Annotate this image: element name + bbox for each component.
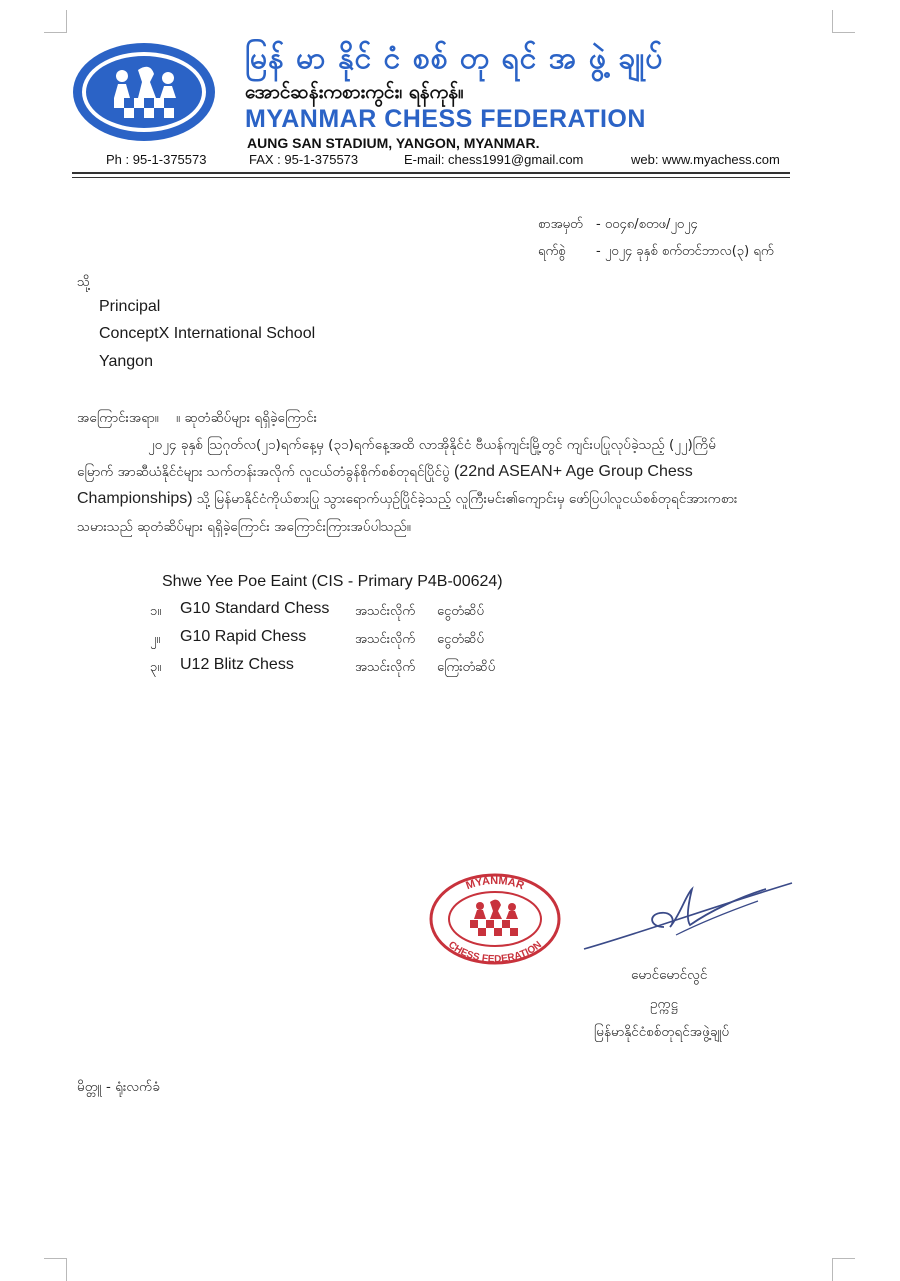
award-event: G10 Rapid Chess: [180, 628, 307, 645]
award-number: ၂။: [150, 632, 161, 647]
award-medal: ငွေတံဆိပ်: [437, 632, 484, 647]
federation-address-myanmar: အောင်ဆန်းကစားကွင်း၊ ရန်ကုန်။: [245, 81, 464, 103]
award-event: U12 Blitz Chess: [180, 656, 294, 673]
award-category: အသင်းလိုက်: [355, 660, 415, 675]
subject-text: ။ ဆုတံဆိပ်များ ရရှိခဲ့ကြောင်း: [176, 410, 318, 426]
award-category: အသင်းလိုက်: [355, 604, 415, 619]
body-line-3: [77, 490, 737, 510]
body-line-1: ၂၀၂၄ ခုနှစ် ဩဂုတ်လ(၂၁)ရက်နေ့မှ (၃၁)ရက်နေ့အထိ လာအိုနိုင်ငံ ဗီယန်ကျင်းမြို့တွင် ကျင်းပပြုလုပ်ခဲ့သည့် (၂၂)ကြိမ်: [148, 437, 716, 453]
award-medal: ကြေးတံဆိပ်: [437, 660, 496, 675]
subject-label: အကြောင်းအရာ။: [77, 410, 159, 426]
signatory-organization: မြန်မာနိုင်ငံစစ်တုရင်အဖွဲ့ချုပ်: [594, 1024, 730, 1040]
header-rule-thin: [72, 177, 790, 178]
body-line-3-myanmar: သို့ မြန်မာနိုင်ငံကိုယ်စားပြု သွားရောက်ယှဉ်ပြိုင်ခဲ့သည့် လူကြီးမင်း၏ကျောင်းမှ ဖော်ပြပါလူငယ်စစ်တုရင်အားကစား: [196, 491, 738, 507]
federation-seal-icon: [428, 872, 562, 966]
carbon-copy: မိတ္တူ - ရုံးလက်ခံ: [77, 1079, 160, 1095]
event-name-part-1: (22nd ASEAN+ Age Group Chess: [453, 463, 693, 480]
chess-pieces-logo-icon: [70, 40, 218, 144]
phone-number: Ph : 95-1-375573: [106, 152, 207, 167]
seal-bottom-text: CHESS FEDERATION: [446, 939, 544, 966]
header-rule: [72, 172, 790, 174]
body-line-2-myanmar: မြောက် အာဆီယံနိုင်ငံများ သက်တန်းအလိုက် လူငယ်တံခွန်စိုက်စစ်တုရင်ပြိုင်ပွဲ: [77, 464, 450, 480]
award-category: အသင်းလိုက်: [355, 632, 415, 647]
handwritten-signature: [580, 875, 800, 955]
fax-number: FAX : 95-1-375573: [249, 152, 359, 167]
email-address: E-mail: chess1991@gmail.com: [404, 152, 584, 167]
award-event: G10 Standard Chess: [180, 600, 330, 617]
letter-date: - ၂၀၂၄ ခုနှစ် စက်တင်ဘာလ(၃) ရက်: [596, 244, 774, 259]
date-label: ရက်စွဲ: [538, 244, 566, 259]
student-name: Shwe Yee Poe Eaint (CIS - Primary P4B-00624): [162, 573, 503, 590]
award-number: ၁။: [150, 604, 162, 619]
website: web: www.myachess.com: [631, 152, 780, 167]
signatory-name: မောင်မောင်လွင်: [631, 967, 708, 983]
recipient-to: သို့: [77, 274, 91, 290]
reference-number-label: စာအမှတ်: [538, 217, 583, 232]
reference-number: - ၀၀၄၈/စတဖ/၂၀၂၄: [596, 217, 698, 232]
body-line-4: သမားသည် ဆုတံဆိပ်များ ရရှိခဲ့ကြောင်း အကြောင်းကြားအပ်ပါသည်။: [77, 519, 411, 535]
federation-address: AUNG SAN STADIUM, YANGON, MYANMAR.: [247, 135, 540, 151]
event-name-part-2: Championships): [77, 490, 193, 507]
federation-name-myanmar: မြန် မာ နိုင် ငံ စစ် တု ရင် အ ဖွဲ့ ချုပ်: [245, 41, 664, 76]
seal-top-text: MYANMAR: [464, 874, 526, 893]
signatory-role: ဥက္ကဋ္ဌ: [650, 996, 679, 1012]
federation-name: MYANMAR CHESS FEDERATION: [245, 105, 646, 133]
recipient-title: Principal: [99, 298, 161, 315]
crop-mark: [832, 1258, 855, 1281]
recipient-city: Yangon: [99, 353, 153, 370]
crop-mark: [44, 10, 67, 33]
award-medal: ငွေတံဆိပ်: [437, 604, 484, 619]
crop-mark: [832, 10, 855, 33]
crop-mark: [44, 1258, 67, 1281]
body-line-2: [77, 463, 693, 483]
award-number: ၃။: [150, 660, 162, 675]
recipient-school: ConceptX International School: [99, 325, 316, 342]
